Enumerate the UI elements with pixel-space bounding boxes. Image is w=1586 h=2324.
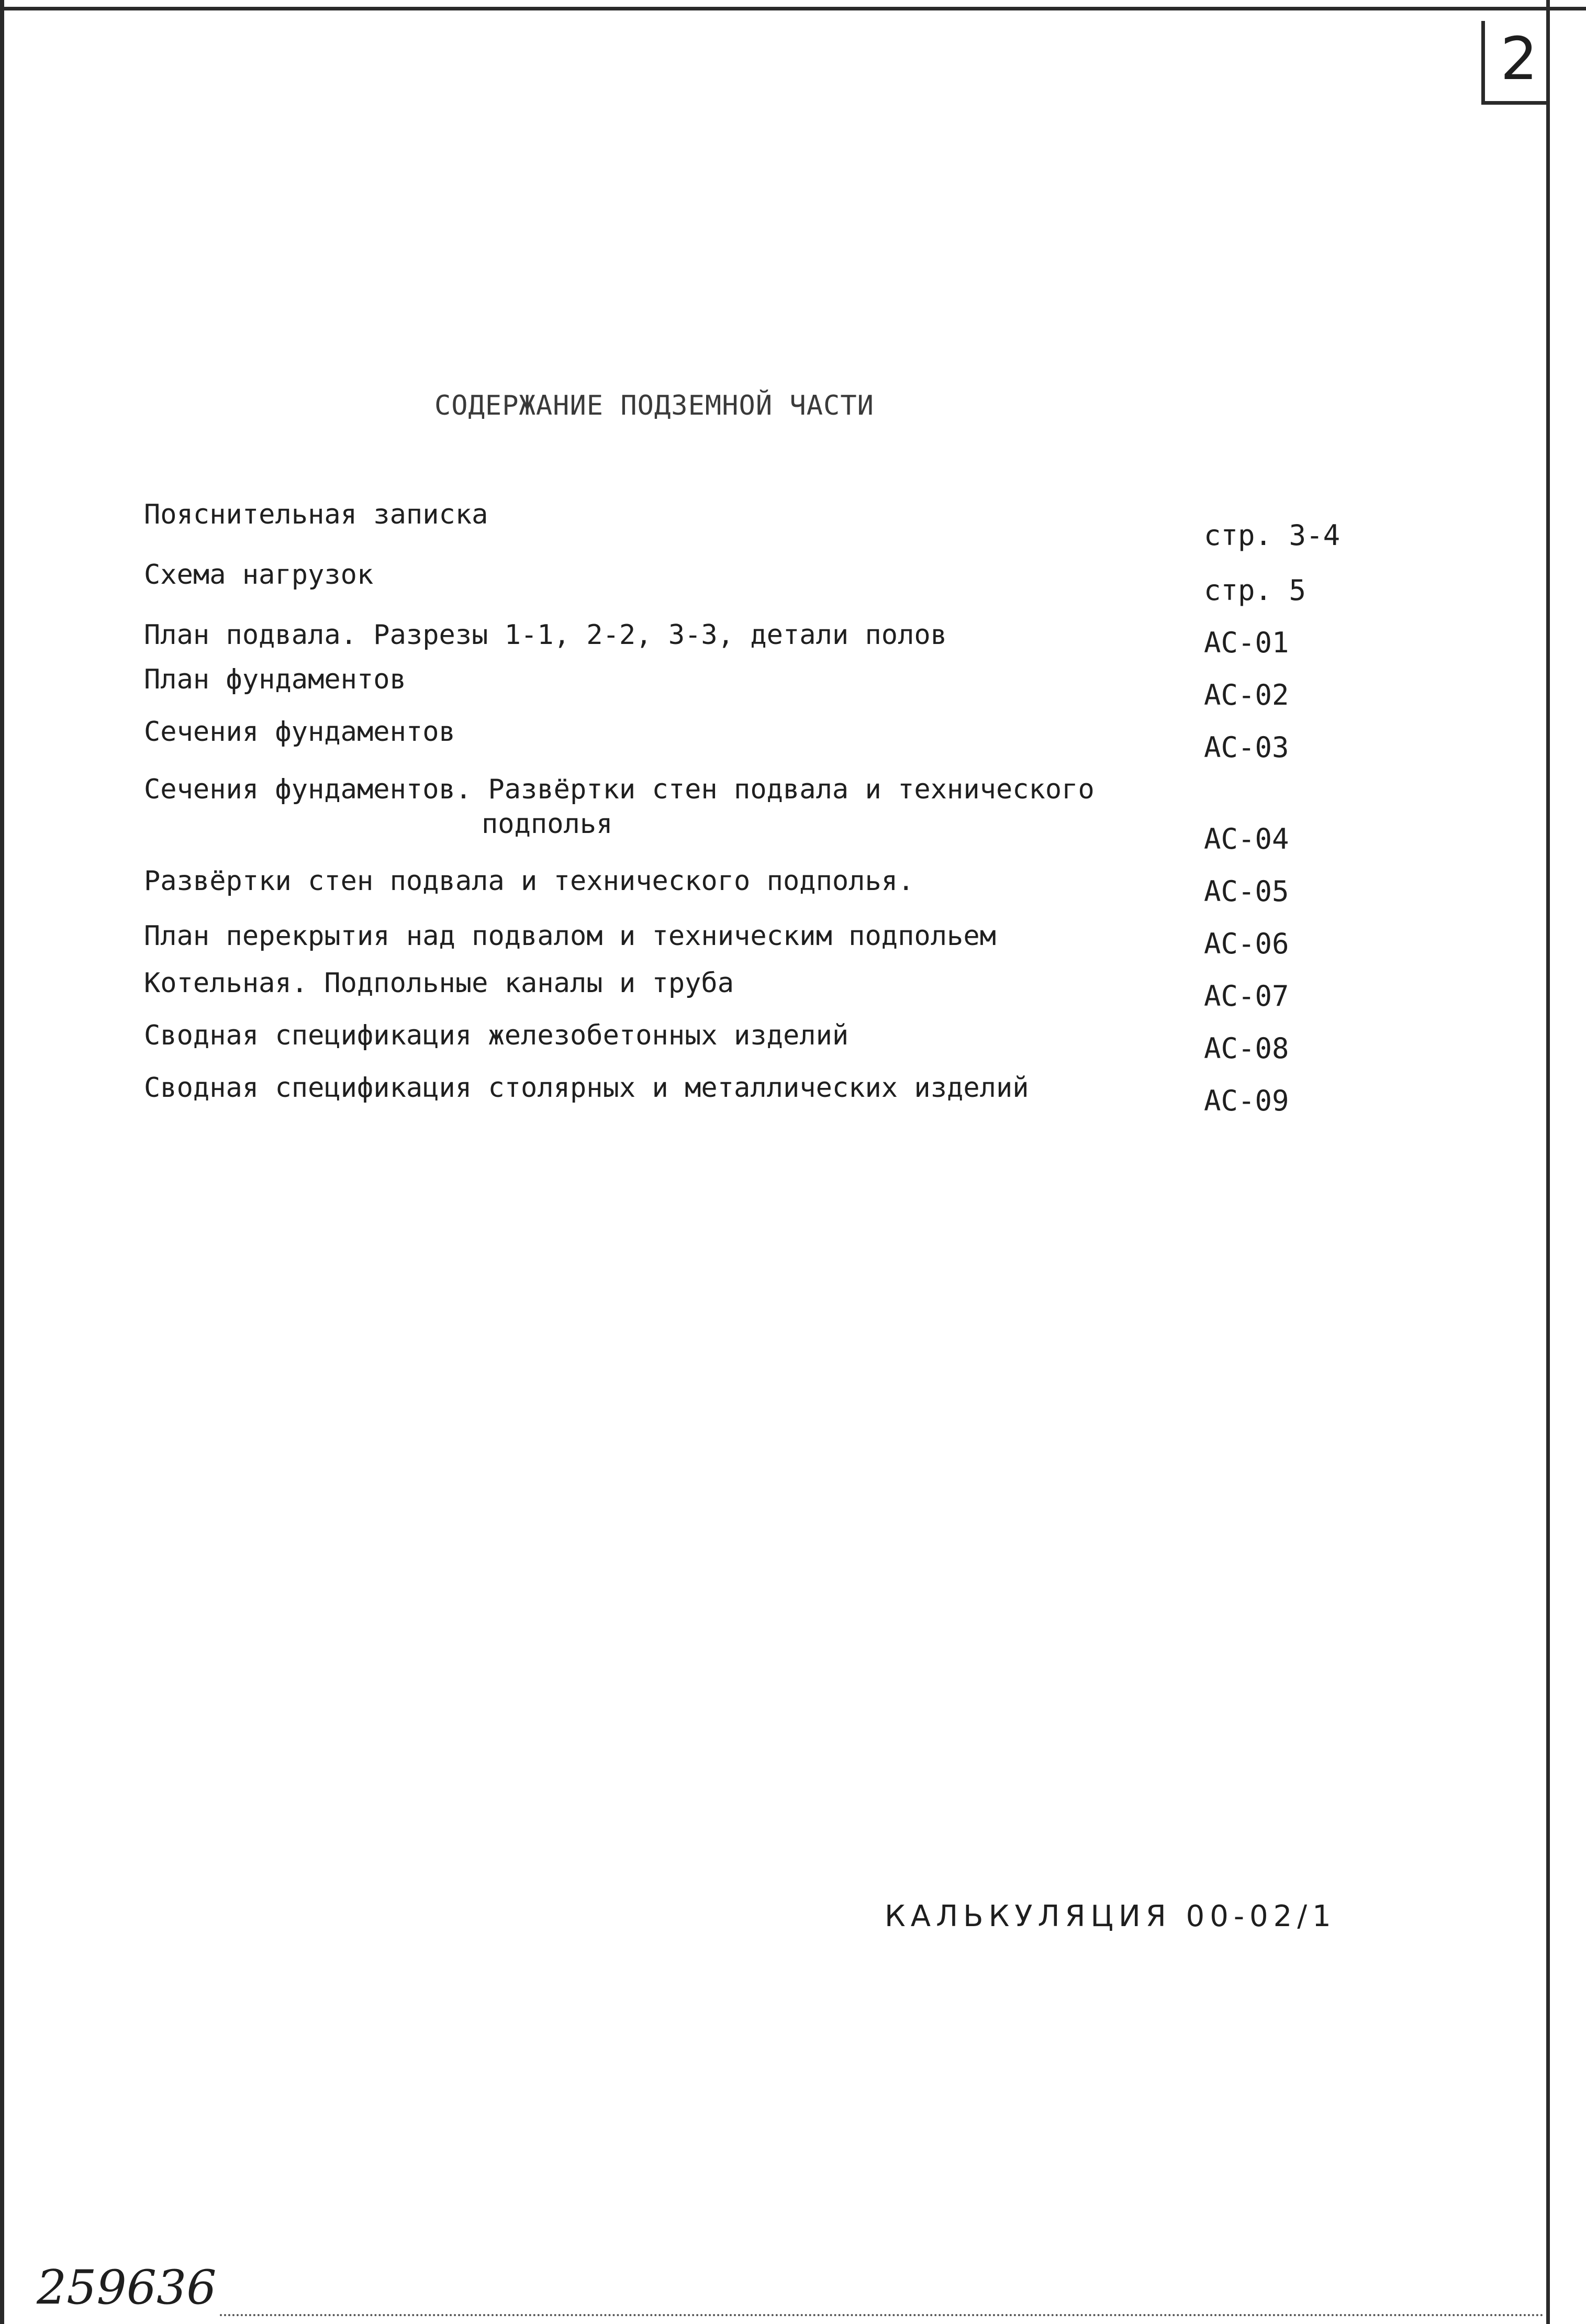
toc-entry-line-1: Сечения фундаментов. Развёртки стен подвала и технического [144,774,1094,805]
toc-entry-ref: АС-02 [1204,679,1289,711]
document-title: СОДЕРЖАНИЕ ПОДЗЕМНОЙ ЧАСТИ [434,390,874,421]
toc-entry-ref: стр. 3-4 [1204,519,1341,552]
toc-entry-line-2: подполья [482,808,613,840]
toc-entry-text: План фундаментов [144,664,406,695]
toc-entry-text: Сводная спецификация железобетонных изделий [144,1020,849,1051]
toc-entry-ref: АС-09 [1204,1084,1289,1117]
toc-entry-text [144,772,1191,841]
toc-entry-text: Пояснительная записка [144,499,488,530]
toc-entry-ref: стр. 5 [1204,574,1306,607]
frame-right-border [1546,0,1550,2324]
bottom-dotted-rule [220,2314,1544,2318]
toc-entry-text: Развёртки стен подвала и технического подполья. [144,865,914,897]
page-number: 2 [1500,25,1538,93]
toc-entry-text: Котельная. Подпольные каналы и труба [144,968,734,999]
toc-entry-ref: АС-05 [1204,875,1289,908]
toc-entry-ref: АС-06 [1204,927,1289,960]
toc-entry-text: План перекрытия над подвалом и техническим подпольем [144,920,996,952]
toc-entry-ref: АС-08 [1204,1032,1289,1065]
frame-top-border [0,0,1586,10]
toc-entry-ref: АС-03 [1204,731,1289,764]
frame-left-border [0,0,4,2324]
toc-entry-ref: АС-01 [1204,626,1289,659]
toc-entry-ref: АС-07 [1204,980,1289,1013]
toc-entry-text: Схема нагрузок [144,559,374,591]
toc-entry-ref: АС-04 [1204,822,1289,855]
calculation-number: КАЛЬКУЛЯЦИЯ 00-02/1 [885,1899,1336,1933]
toc-entry-text: Сводная спецификация столярных и металлических изделий [144,1072,1029,1104]
toc-entry-text: План подвала. Разрезы 1-1, 2-2, 3-3, детали полов [144,619,947,651]
inventory-number: 259636 [37,2260,217,2315]
toc-entry-text: Сечения фундаментов [144,716,455,748]
